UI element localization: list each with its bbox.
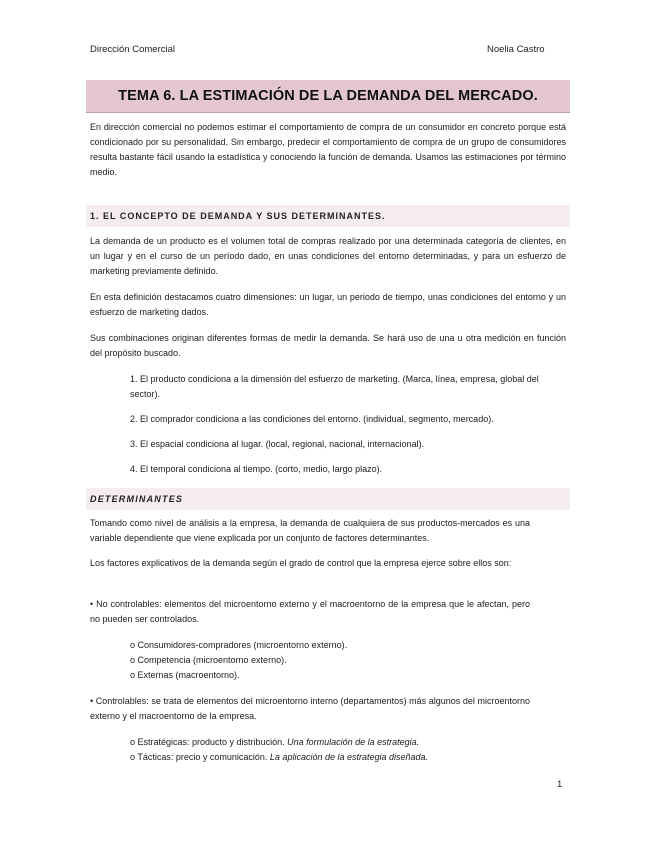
estrategicas-item (130, 735, 566, 750)
section1-paragraph-3: Sus combinaciones originan diferentes formas de medir la demanda. Se hará uso de una u otra medición en función del propósito buscado. (90, 333, 566, 358)
no-controlables-item-3: o Externas (macroentorno). (130, 670, 240, 680)
no-controlables-paragraph: • No controlables: elementos del microentorno externo y el macroentorno de la empresa que le afectan, pero no pueden ser controlados. (90, 599, 530, 624)
estrategicas-note: Una formulación de la estrategia. (287, 737, 420, 747)
determinantes-paragraph-1: Tomando como nivel de análisis a la empresa, la demanda de cualquiera de sus productos-mercados es una variable dependiente que viene explicada por un conjunto de factores determinantes. (90, 518, 530, 543)
tacticas-item (130, 750, 566, 765)
section1-paragraph-2: En esta definición destacamos cuatro dimensiones: un lugar, un periodo de tiempo, unas condiciones del entorno y un esfuerzo de marketing dados. (90, 292, 566, 317)
dimension-item-2: 2. El comprador condiciona a las condiciones del entorno. (individual, segmento, mercado). (130, 414, 494, 424)
tacticas-label: o Tácticas: precio y comunicación. (130, 752, 268, 762)
determinantes-heading: DETERMINANTES (90, 494, 184, 504)
estrategicas-label: o Estratégicas: producto y distribución. (130, 737, 285, 747)
determinantes-band (86, 488, 570, 510)
section1-heading: 1. EL CONCEPTO DE DEMANDA Y SUS DETERMINANTES. (90, 211, 386, 221)
dimension-item-1: 1. El producto condiciona a la dimensión del esfuerzo de marketing. (Marca, línea, empresa, global del sector). (130, 374, 539, 399)
intro-paragraph: En dirección comercial no podemos estimar el comportamiento de compra de un consumidor en concreto porque está condicionado por su personalidad. Sin embargo, predecir el comportamiento de compra de un grupo de consumidores resulta bastante fácil usando la estadística y conociendo la función de demanda. Usamos las estimaciones por término medio. (90, 122, 566, 177)
determinantes-paragraph-2: Los factores explicativos de la demanda según el grado de control que la empresa ejerce sobre ellos son: (90, 558, 512, 568)
section1-band (86, 205, 570, 227)
header-right: Noelia Castro (487, 44, 545, 55)
tacticas-note: La aplicación de la estrategia diseñada. (269, 752, 429, 762)
section1-paragraph-1: La demanda de un producto es el volumen total de compras realizado por una determinada categoría de clientes, en un lugar y en el curso de un período dado, en unas condiciones del entorno determinadas, y para un esfuerzo de marketing previamente definido. (90, 236, 566, 276)
title-band (86, 80, 570, 113)
page-title: TEMA 6. LA ESTIMACIÓN DE LA DEMANDA DEL MERCADO. (118, 88, 538, 104)
header-left: Dirección Comercial (90, 44, 175, 55)
dimension-item-4: 4. El temporal condiciona al tiempo. (corto, medio, largo plazo). (130, 464, 383, 474)
no-controlables-item-1: o Consumidores-compradores (microentorno externo). (130, 640, 348, 650)
dimension-item-3: 3. El espacial condiciona al lugar. (local, regional, nacional, internacional). (130, 439, 425, 449)
page-number: 1 (557, 779, 563, 790)
controlables-paragraph: • Controlables: se trata de elementos del microentorno interno (departamentos) más algunos del microentorno externo y el macroentorno de la empresa. (90, 696, 530, 721)
no-controlables-item-2: o Competencia (microentorno externo). (130, 655, 287, 665)
